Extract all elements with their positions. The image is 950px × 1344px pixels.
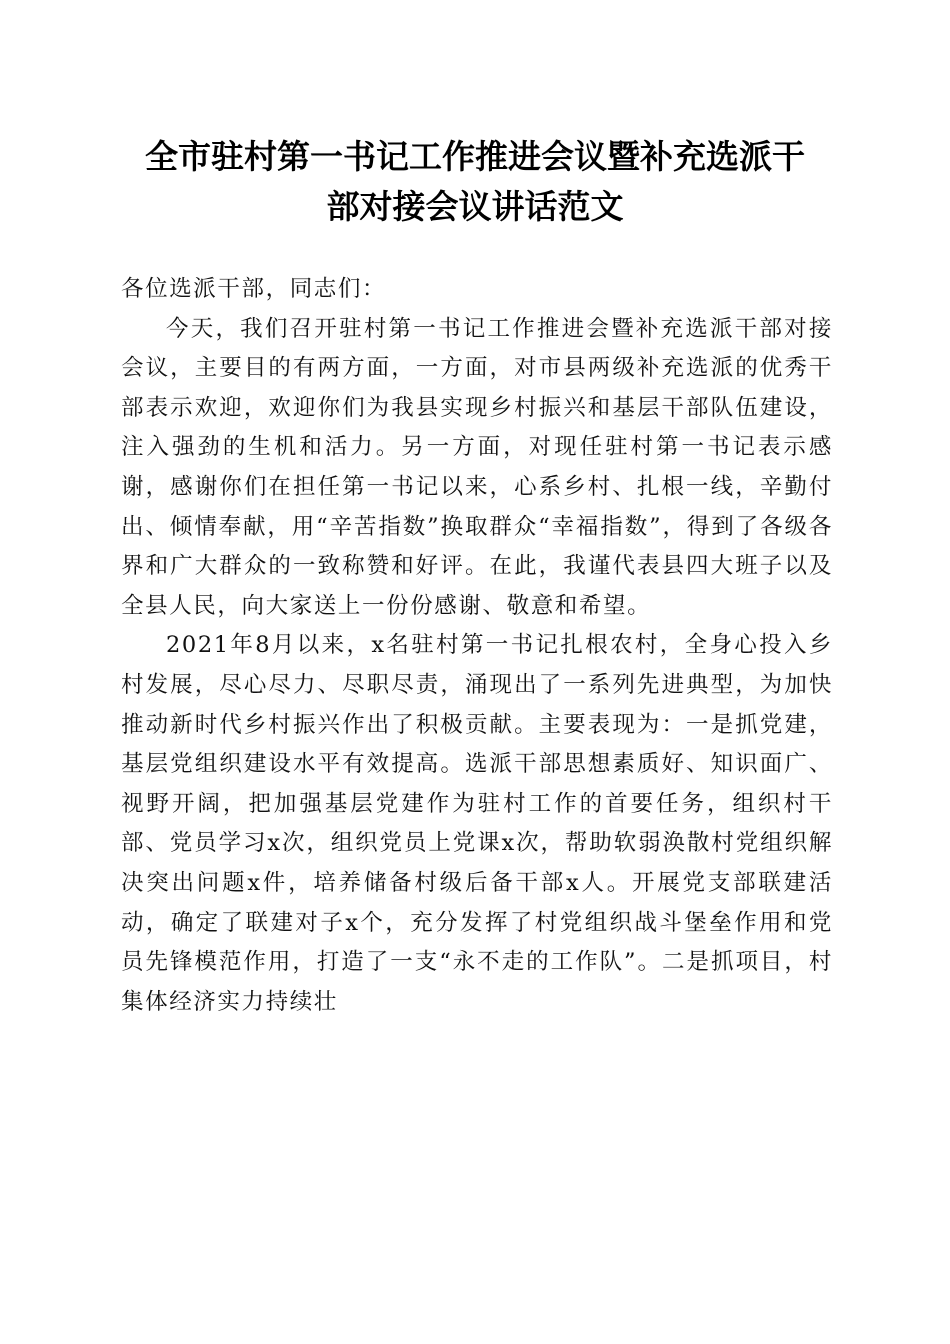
paragraph-2: 2021年8月以来，x名驻村第一书记扎根农村，全身心投入乡村发展，尽心尽力、尽职尽责，涌现出了一系列先进典型，为加快推动新时代乡村振兴作出了积极贡献。主要表现为：一是抓党建，基层党组织建设水平有效提高。选派干部思想素质好、知识面广、视野开阔，把加强基层党建作为驻村工作的首要任务，组织村干部、党员学习x次，组织党员上党课x次，帮助软弱涣散村党组织解决突出问题x件，培养储备村级后备干部x人。开展党支部联建活动，确定了联建对子x个，充分发挥了村党组织战斗堡垒作用和党员先锋模范作用，打造了一支“永不走的工作队”。二是抓项目，村集体经济实力持续壮 xyxy=(121,632,833,1015)
title-line-1: 全市驻村第一书记工作推进会议暨补充选派干 xyxy=(145,137,805,176)
salutation: 各位选派干部，同志们： xyxy=(121,276,387,302)
document-body xyxy=(121,270,833,1022)
title-line-2: 部对接会议讲话范文 xyxy=(326,187,624,226)
document-title xyxy=(100,132,850,232)
paragraph-1: 今天，我们召开驻村第一书记工作推进会暨补充选派干部对接会议，主要目的有两方面，一方面，对市县两级补充选派的优秀干部表示欢迎，欢迎你们为我县实现乡村振兴和基层干部队伍建设，注入强劲的生机和活力。另一方面，对现任驻村第一书记表示感谢，感谢你们在担任第一书记以来，心系乡村、扎根一线，辛勤付出、倾情奉献，用“辛苦指数”换取群众“幸福指数”，得到了各级各界和广大群众的一致称赞和好评。在此，我谨代表县四大班子以及全县人民，向大家送上一份份感谢、敬意和希望。 xyxy=(121,315,833,619)
